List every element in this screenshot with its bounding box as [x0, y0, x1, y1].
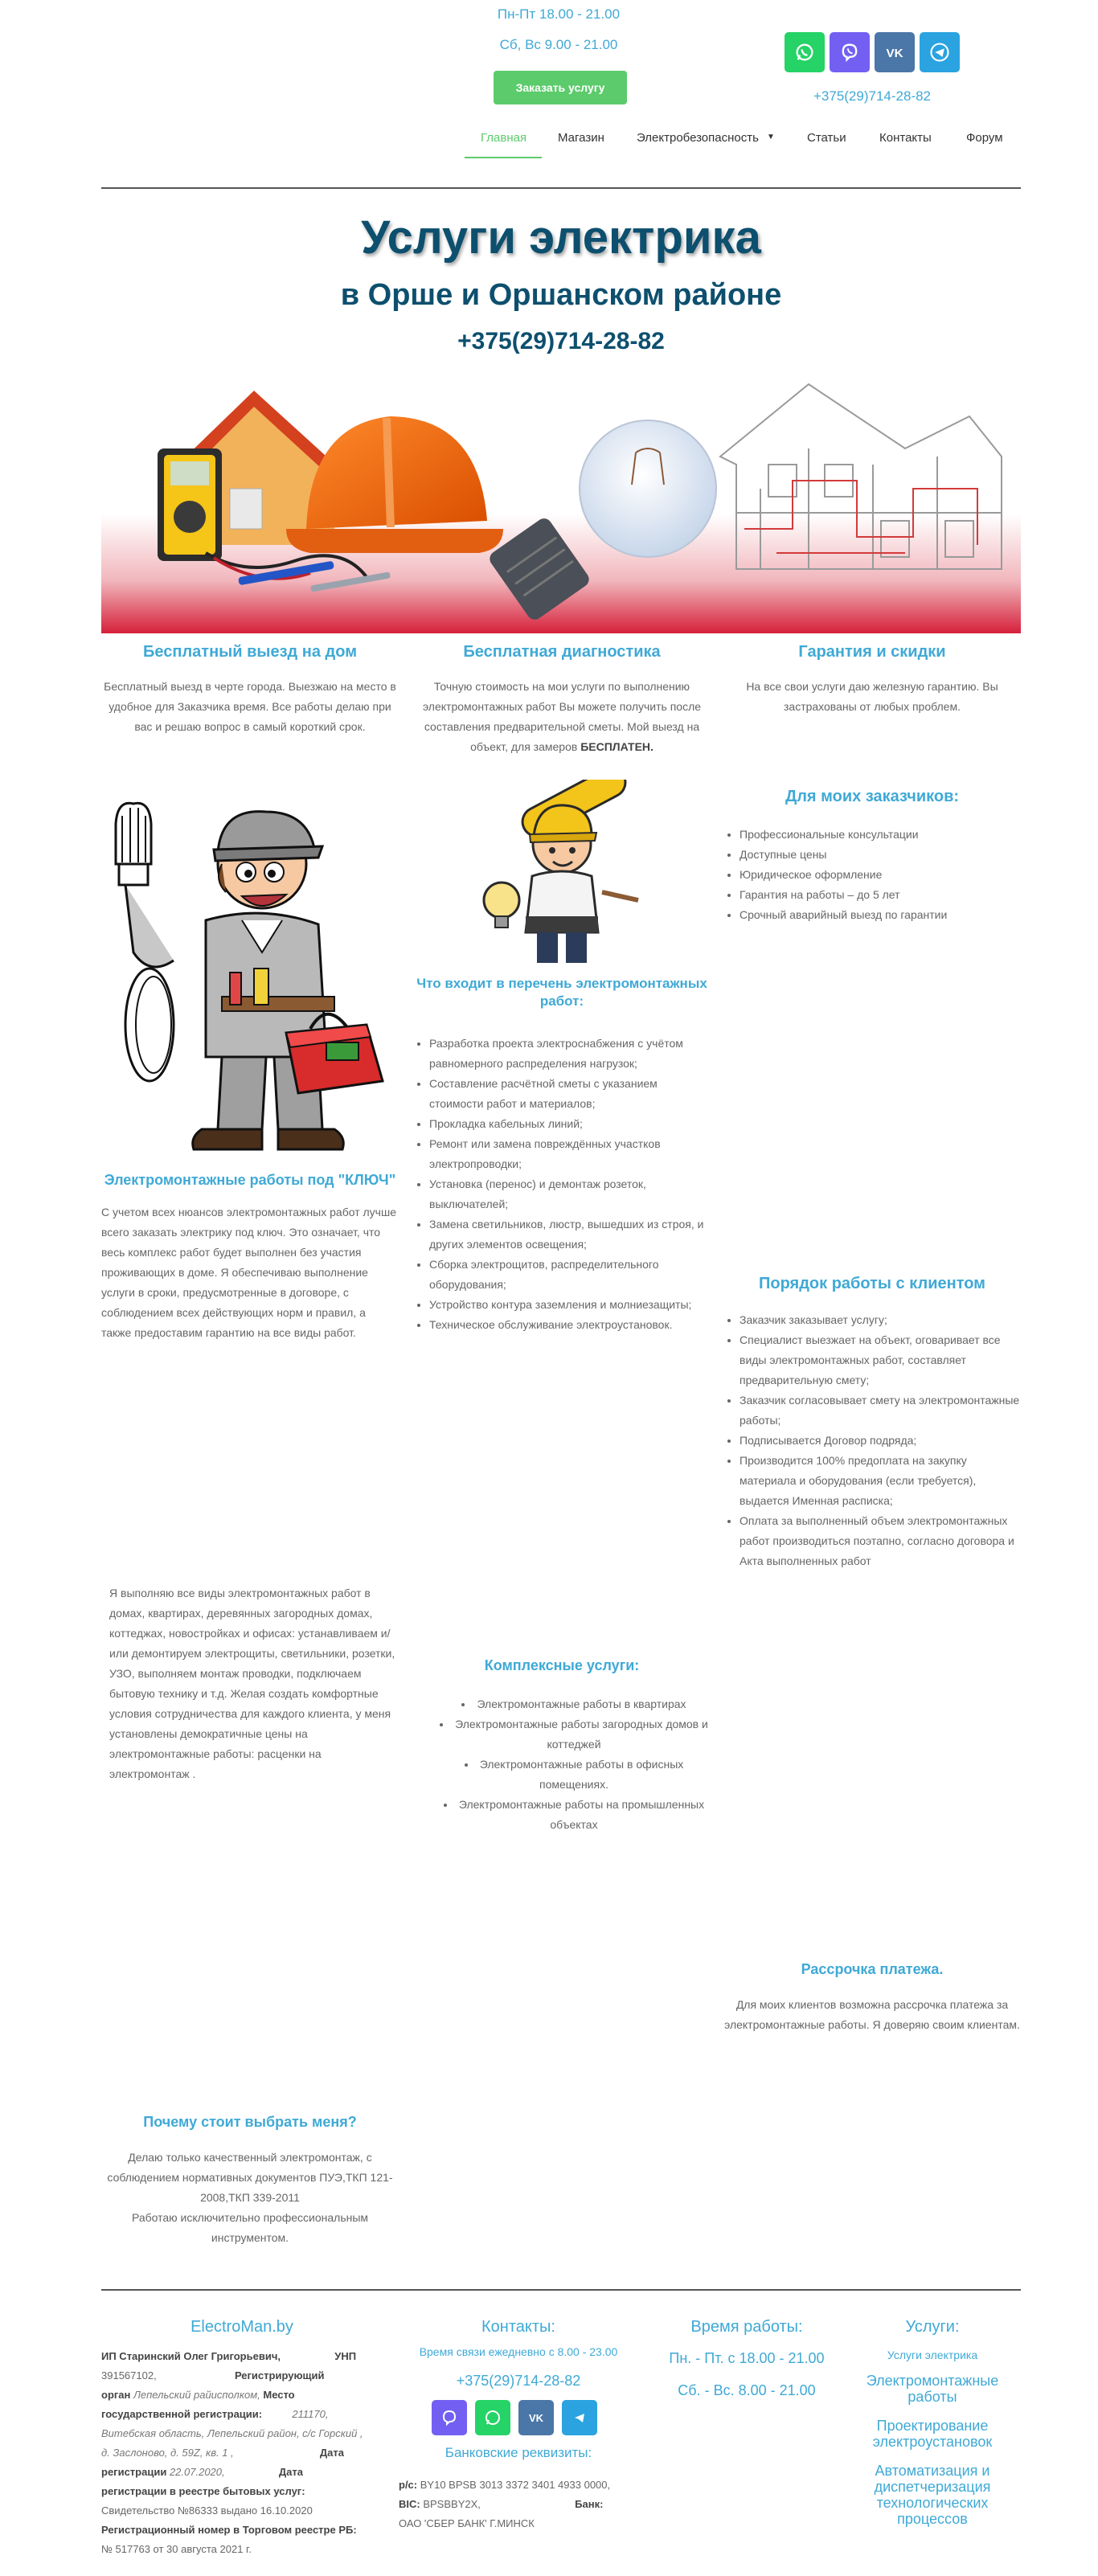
list-item: • Техническое обслуживание электроустановок.	[429, 1315, 711, 1335]
nav-electrosafety[interactable]: Электробезопасность	[637, 131, 759, 145]
list-item: • Производится 100% предоплата на закупку материала и оборудования (если требуется), выдается Именная расписка;	[740, 1451, 1021, 1511]
works-title: Что входит в перечень электромонтажных работ:	[416, 976, 707, 1009]
procedure-title: Порядок работы с клиентом	[759, 1275, 985, 1292]
nav-articles[interactable]: Статьи	[807, 131, 846, 145]
header-phone[interactable]: +375(29)714-28-82	[813, 88, 932, 104]
list-item: • Разработка проекта электроснабжения с учётом равномерного распределения нагрузок;	[429, 1034, 711, 1074]
footer-phone[interactable]: +375(29)714-28-82	[456, 2373, 581, 2389]
footer-contacts-time: Время связи ежедневно с 8.00 - 23.00	[419, 2345, 618, 2358]
customers-title: Для моих заказчиков:	[785, 788, 960, 805]
whatsapp-icon[interactable]	[785, 32, 825, 72]
feature-title-free-diagnostics: Бесплатная диагностика	[463, 643, 661, 661]
footer-bank-title: Банковские реквизиты:	[445, 2445, 592, 2460]
nav-shop[interactable]: Магазин	[558, 131, 604, 145]
list-item: • Профессиональные консультации	[740, 825, 1021, 845]
footer-time-weekend: Сб. - Вс. 8.00 - 21.00	[678, 2382, 816, 2398]
feature-text-free-visit: Бесплатный выезд в черте города. Выезжаю на место в удобное для Заказчика время. Все работы делаю при вас и решаю вопрос в самый короткий срок.	[104, 680, 396, 733]
nav-contacts[interactable]: Контакты	[879, 131, 932, 145]
list-item: • Доступные цены	[740, 845, 1021, 865]
why-text-2: Работаю исключительно профессиональным инструментом.	[131, 2211, 369, 2244]
hero-banner-image	[101, 368, 1021, 633]
list-item: • Оплата за выполненный объем электромонтажных работ производиться поэтапно, согласно договора и Акта выполненных работ	[740, 1511, 1021, 1571]
about-text: Я выполняю все виды электромонтажных работ в домах, квартирах, деревянных загородных домах, коттеджах, новостройках и офисах: устанавливаем и/или демонтируем электрощиты, светильники, розетки, УЗО, выполняем монтаж проводки, подключаем бытовую технику и т.д. Желая создать комфортные условия сотрудничества для каждого клиента, у меня установлены демократичные цены на электромонтажные работы: расценки на электромонтаж .	[109, 1587, 395, 1780]
feature-title-guarantee: Гарантия и скидки	[798, 643, 946, 661]
order-service-button[interactable]: Заказать услугу	[494, 71, 627, 104]
hours-weekdays: Пн-Пт 18.00 - 21.00	[497, 6, 621, 22]
procedure-list	[723, 1310, 1021, 1571]
footer-bank-details: р/с: BY10 BPSB 3013 3372 3401 4933 0000, BIC: BPSBBY2X, Банк: ОАО 'СБЕР БАНК' Г.МИНСК	[399, 2479, 611, 2529]
feature-title-free-visit: Бесплатный выезд на дом	[143, 643, 357, 661]
viber-icon[interactable]	[830, 32, 870, 72]
feature-text-guarantee: На все свои услуги даю железную гарантию. Вы застрахованы от любых проблем.	[746, 680, 998, 713]
hero-subtitle: в Орше и Оршанском районе	[340, 278, 782, 312]
worker-illustration	[469, 780, 654, 964]
telegram-icon[interactable]	[920, 32, 960, 72]
hero-title: Услуги электрика	[361, 211, 761, 264]
electrician-illustration	[101, 792, 399, 1161]
hours-weekend: Сб, Вс 9.00 - 21.00	[499, 37, 618, 52]
free-label: БЕСПЛАТЕН.	[580, 740, 653, 753]
list-item: • Электромонтажные работы в офисных помещениях.	[437, 1755, 711, 1795]
footer-time-title: Время работы:	[690, 2318, 803, 2336]
turnkey-title: Электромонтажные работы под "КЛЮЧ"	[104, 1172, 396, 1188]
footer-legal-info: ИП Старинский Олег Григорьевич, УНП 391567102, Регистрирующий орган Лепельский райисполком, Место государственной регистрации: 211170, Витебская область, Лепельский район, с/с Горский , д. Заслоново, д. 59Z, кв. 1 , Дата регистрации 22.07.2020, Дата регистрации в реестре бытовых услуг: Свидетельство №86333 выдано 16.10.2020 Регистрационный номер в Торговом реестре РБ: № 517763 от 30 августа 2021 г.	[101, 2350, 363, 2555]
list-item: • Электромонтажные работы загородных домов и коттеджей	[437, 1714, 711, 1755]
list-item: • Срочный аварийный выезд по гарантии	[740, 905, 1021, 925]
vk-icon[interactable]	[518, 2400, 554, 2435]
why-text-1: Делаю только качественный электромонтаж, с соблюдением нормативных документов ПУЭ,ТКП 121-2008,ТКП 339-2011	[107, 2151, 393, 2204]
complex-title: Комплексные услуги:	[484, 1657, 640, 1673]
list-item: • Гарантия на работы – до 5 лет	[740, 885, 1021, 905]
list-item: • Заказчик согласовывает смету на электромонтажные работы;	[740, 1390, 1021, 1431]
footer-contacts-title: Контакты:	[481, 2318, 555, 2336]
list-item: • Электромонтажные работы на промышленных объектах	[437, 1795, 711, 1835]
feature-text-free-diagnostics: Точную стоимость на мои услуги по выполнению электромонтажных работ Вы можете получить после составления предварительной сметы. Мой выезд на объект, для замеров БЕСПЛАТЕН.	[422, 680, 702, 753]
list-item: • Юридическое оформление	[740, 865, 1021, 885]
list-item: • Устройство контура заземления и молниезащиты;	[429, 1295, 711, 1315]
footer-brand[interactable]: ElectroMan.by	[191, 2318, 293, 2336]
list-item: • Подписывается Договор подряда;	[740, 1431, 1021, 1451]
footer-divider	[101, 2289, 1021, 2291]
svg-text:VK: VK	[886, 46, 903, 60]
nav-active-underline	[465, 157, 542, 158]
footer-service-link[interactable]: Автоматизация и диспетчеризация технологических процессов	[874, 2463, 991, 2527]
footer-time-weekdays: Пн. - Пт. с 18.00 - 21.00	[669, 2350, 825, 2366]
complex-list	[421, 1694, 711, 1835]
footer-service-link[interactable]: Электромонтажные работы	[866, 2373, 999, 2405]
viber-icon[interactable]	[432, 2400, 467, 2435]
footer-service-link[interactable]: Услуги электрика	[887, 2349, 978, 2361]
installment-text: Для моих клиентов возможна рассрочка платежа за электромонтажные работы. Я доверяю своим клиентам.	[724, 1998, 1020, 2031]
list-item: • Ремонт или замена повреждённых участков электропроводки;	[429, 1134, 711, 1174]
header-divider	[101, 187, 1021, 189]
list-item: • Электромонтажные работы в квартирах	[437, 1694, 711, 1714]
chevron-down-icon[interactable]: ▼	[767, 133, 775, 141]
svg-text:VK: VK	[528, 2412, 544, 2424]
nav-home[interactable]: Главная	[481, 131, 527, 145]
customers-list	[723, 825, 1021, 925]
list-item: • Заказчик заказывает услугу;	[740, 1310, 1021, 1330]
installment-title: Рассрочка платежа.	[801, 1961, 944, 1977]
turnkey-text: С учетом всех нюансов электромонтажных работ лучше всего заказать электрику под ключ. Это означает, что весь комплекс работ будет выполнен без участия проживающих в доме. Я обеспечиваю выполнение услуги в сроки, предусмотренные в договоре, с соблюдением всех действующих норм и правил, а также предоставим гарантию на все виды работ.	[101, 1206, 396, 1339]
whatsapp-icon[interactable]	[475, 2400, 510, 2435]
list-item: • Сборка электрощитов, распределительного оборудования;	[429, 1255, 711, 1295]
footer-service-link[interactable]: Проектирование электроустановок	[872, 2418, 993, 2450]
vk-icon[interactable]	[875, 32, 915, 72]
works-list	[413, 1034, 711, 1335]
list-item: • Специалист выезжает на объект, оговаривает все виды электромонтажных работ, составляет предварительную смету;	[740, 1330, 1021, 1390]
footer-services-title: Услуги:	[905, 2318, 960, 2336]
list-item: • Составление расчётной сметы с указанием стоимости работ и материалов;	[429, 1074, 711, 1114]
list-item: • Прокладка кабельных линий;	[429, 1114, 711, 1134]
hero-phone[interactable]: +375(29)714-28-82	[457, 328, 665, 354]
list-item: • Замена светильников, люстр, вышедших из строя, и других элементов освещения;	[429, 1214, 711, 1255]
list-item: • Установка (перенос) и демонтаж розеток, выключателей;	[429, 1174, 711, 1214]
telegram-icon[interactable]	[562, 2400, 597, 2435]
why-title: Почему стоит выбрать меня?	[143, 2114, 357, 2130]
nav-forum[interactable]: Форум	[966, 131, 1003, 145]
